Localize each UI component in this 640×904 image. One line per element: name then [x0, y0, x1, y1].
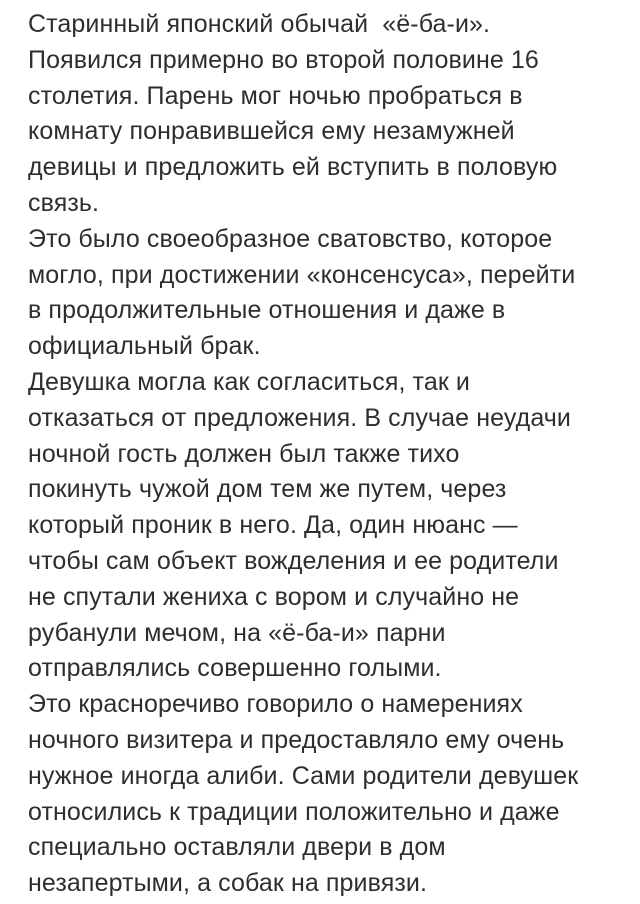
- text-line: Это было своеобразное сватовство, которое: [28, 224, 553, 253]
- text-line: относились к традиции положительно и даже: [28, 797, 560, 826]
- text-line: официальный брак.: [28, 332, 261, 361]
- text-line: отправлялись совершенно голыми.: [28, 654, 442, 683]
- paragraph: [28, 222, 622, 365]
- text-line: в продолжительные отношения и даже в: [28, 296, 506, 325]
- text-line: отказаться от предложения. В случае неудачи: [28, 403, 571, 432]
- text-line: Девушка могла как согласиться, так и: [28, 367, 470, 396]
- text-line: который проник в него. Да, один нюанс —: [28, 511, 518, 540]
- text-line: чтобы сам объект вожделения и ее родители: [28, 546, 559, 575]
- text-line: девицы и предложить ей вступить в половую: [28, 153, 558, 182]
- text-line: ночной гость должен был также тихо: [28, 439, 460, 468]
- text-line: незапертыми, а собак на привязи.: [28, 869, 428, 898]
- article-text: [28, 7, 622, 902]
- paragraph: [28, 687, 622, 902]
- text-line: нужное иногда алиби. Сами родители девушек: [28, 761, 579, 790]
- text-line: покинуть чужой дом тем же путем, через: [28, 475, 507, 504]
- paragraph: [28, 365, 622, 687]
- text-line: столетия. Парень мог ночью пробраться в: [28, 81, 523, 110]
- text-line: комнату понравившейся ему незамужней: [28, 117, 515, 146]
- text-line: Это красноречиво говорило о намерениях: [28, 690, 523, 719]
- text-line: ночного визитера и предоставляло ему очень: [28, 725, 565, 754]
- paragraph: [28, 7, 622, 222]
- text-line: могло, при достижении «консенсуса», перейти: [28, 260, 576, 289]
- text-line: связь.: [28, 188, 100, 217]
- text-line: Появился примерно во второй половине 16: [28, 45, 539, 74]
- text-line: рубанули мечом, на «ё-ба-и» парни: [28, 618, 446, 647]
- text-line: не спутали жениха с вором и случайно не: [28, 582, 520, 611]
- text-line: Старинный японский обычай «ё-ба-и».: [28, 10, 491, 38]
- text-line: специально оставляли двери в дом: [28, 833, 446, 862]
